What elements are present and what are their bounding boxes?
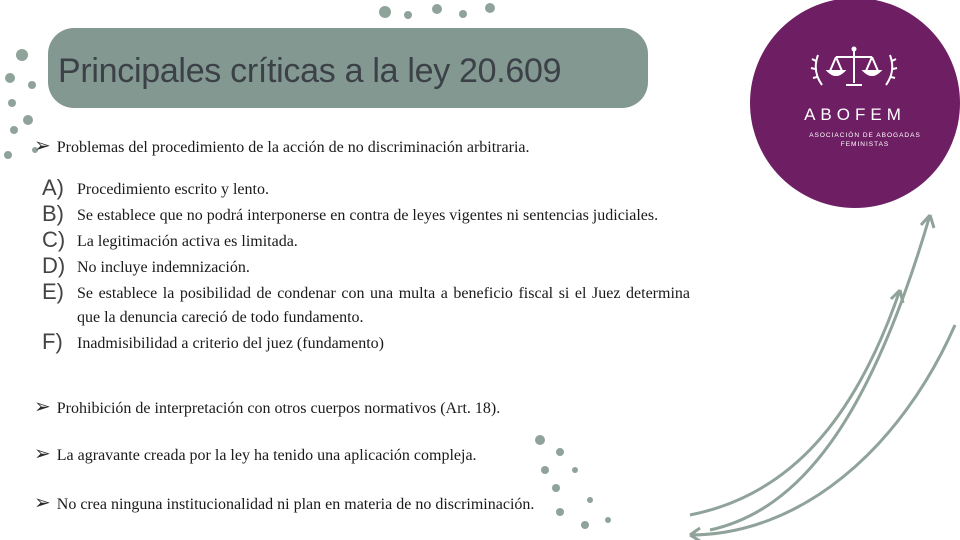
list-text: Procedimiento escrito y lento. [77,181,269,198]
list-item [42,228,690,254]
bullet-item [34,394,500,418]
list-letter: C) [42,227,66,252]
list-item [42,176,690,202]
list-text: La legitimación activa es limitada. [77,233,298,250]
arrow-bullet-icon: ➢ [34,490,51,514]
scales-of-justice-icon [810,45,898,97]
bullet-text: Problemas del procedimiento de la acción de no discriminación arbitraria. [56,139,530,156]
list-text: Se establece la posibilidad de condenar con una multa a beneficio fiscal si el Juez determina que la denuncia careció de todo fundamento. [77,285,690,326]
list-letter: F) [42,329,63,354]
list-text: No incluye indemnización. [77,259,250,276]
list-letter: D) [42,253,66,278]
list-item [42,202,690,228]
bullet-item [34,133,529,157]
list-item [42,330,690,356]
list-item [42,254,690,280]
bullet-text: No crea ninguna institucionalidad ni plan en materia de no discriminación. [56,496,535,513]
arrow-bullet-icon: ➢ [34,441,51,465]
curved-arrow-middle [690,290,900,515]
list-letter: A) [42,175,64,200]
list-item [42,280,690,330]
arrow-bullet-icon: ➢ [34,394,51,418]
curved-arrow-top [710,215,930,530]
abofem-logo [750,0,960,210]
page-title: Principales críticas a la ley 20.609 [58,52,562,90]
list-text: Inadmisibilidad a criterio del juez (fundamento) [77,335,384,352]
logo-subtitle: ASOCIACIÓN DE ABOGADAS FEMINISTAS [809,132,921,148]
sublist [42,176,690,356]
list-letter: E) [42,279,64,304]
bullet-item [34,441,477,465]
list-letter: B) [42,201,64,226]
logo-circle [750,0,960,208]
logo-name: ABOFEM [804,105,906,124]
arrow-bullet-icon: ➢ [34,133,51,157]
list-text: Se establece que no podrá interponerse en contra de leyes vigentes ni sentencias judiciales. [77,207,659,224]
bullet-item [34,490,534,514]
bullet-text: La agravante creada por la ley ha tenido una aplicación compleja. [56,447,477,464]
bullet-text: Prohibición de interpretación con otros cuerpos normativos (Art. 18). [56,400,501,417]
